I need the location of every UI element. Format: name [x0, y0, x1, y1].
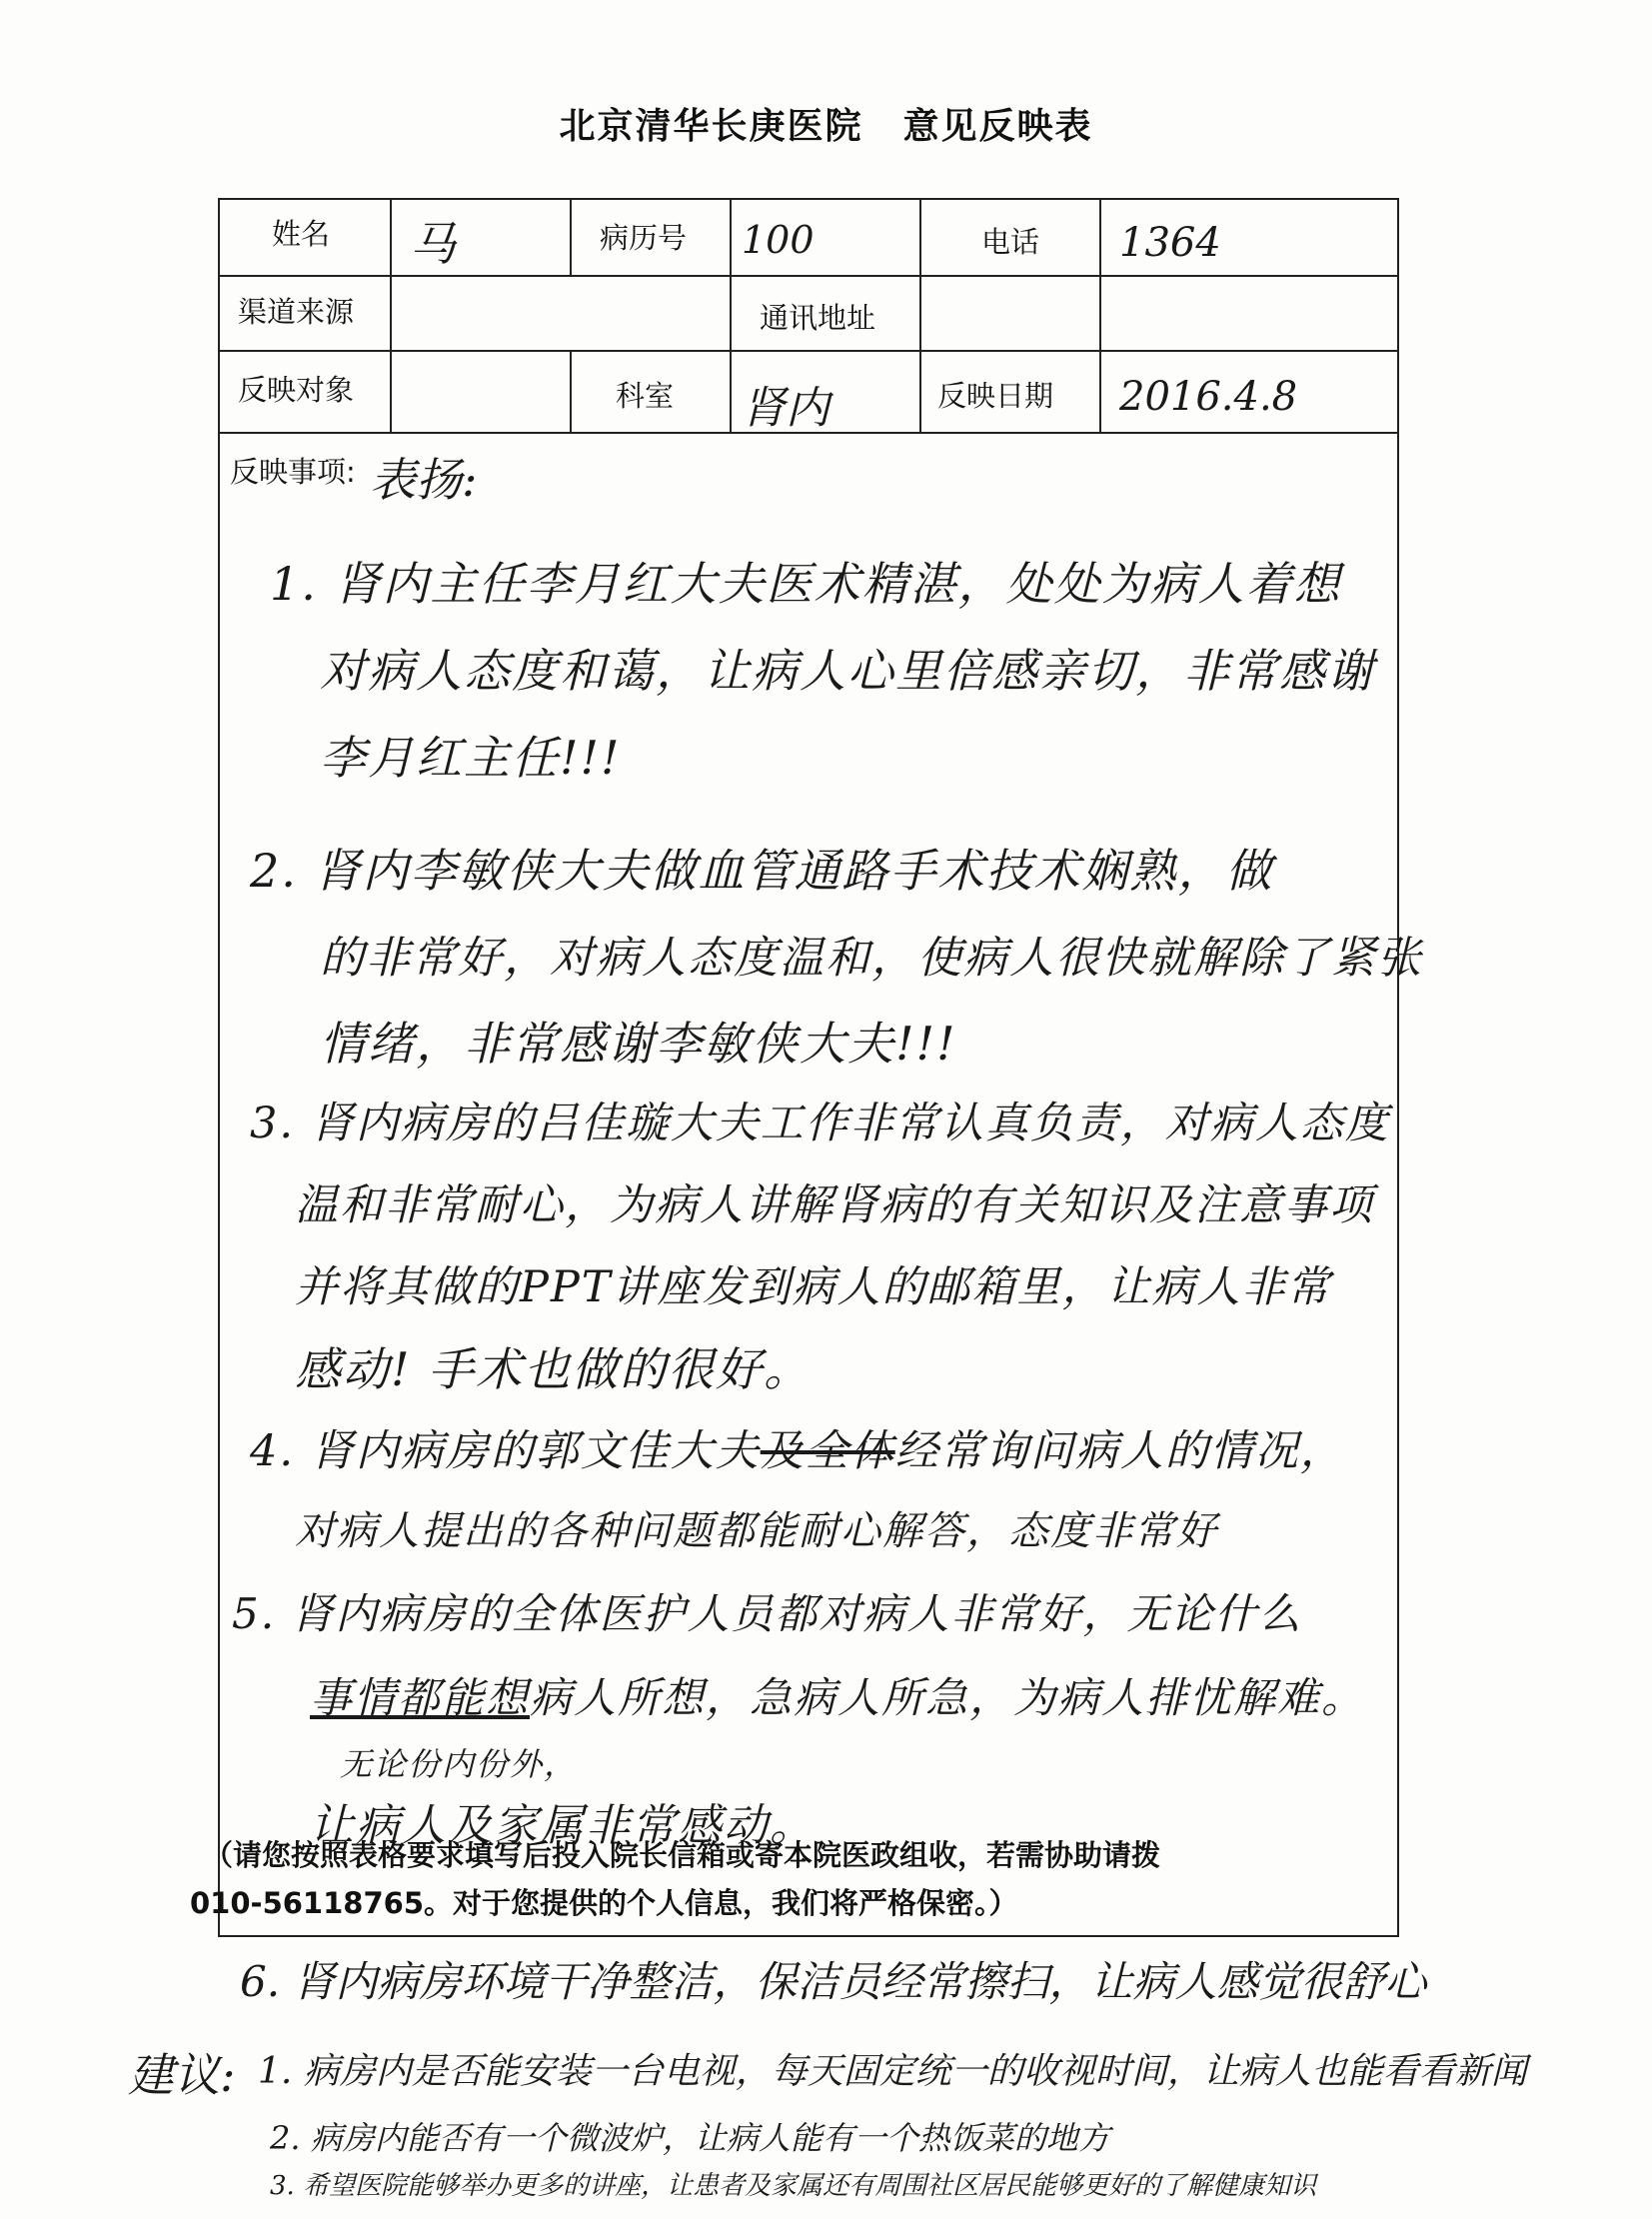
suggestion-3: 3. 希望医院能够举办更多的讲座，让患者及家属还有周围社区居民能够更好的了解健康知识	[270, 2171, 1317, 2201]
content-line: 并将其做的PPT讲座发到病人的邮箱里，让病人非常	[295, 1262, 1332, 1312]
content-line: 1. 肾内主任李月红大夫医术精湛，处处为病人着想	[270, 557, 1342, 611]
matter-label: 反映事项:	[230, 455, 356, 489]
form-title	[0, 98, 1652, 149]
suggestion-1: 1. 病房内是否能安装一台电视，每天固定统一的收视时间，让病人也能看看新闻	[258, 2051, 1527, 2092]
content-line: 对病人态度和蔼，让病人心里倍感亲切，非常感谢	[320, 644, 1375, 698]
content-line: 5. 肾内病房的全体医护人员都对病人非常好，无论什么	[232, 1589, 1303, 1638]
address-label: 通讯地址	[760, 301, 876, 335]
suggest-label: 建议:	[128, 2048, 236, 2102]
phone-value: 1364	[1119, 220, 1221, 266]
content-line: 的非常好，对病人态度温和，使病人很快就解除了紧张	[320, 933, 1423, 984]
content-line: 3. 肾内病房的吕佳璇大夫工作非常认真负责，对病人态度	[250, 1099, 1390, 1148]
notice-text	[190, 1831, 1369, 1927]
name-value: 马	[410, 217, 456, 271]
channel-label: 渠道来源	[238, 295, 355, 329]
form-name: 意见反映表	[902, 106, 1093, 147]
content-line: 无论份内份外，	[340, 1745, 579, 1783]
item-6: 6. 肾内病房环境干净整洁，保洁员经常擦扫，让病人感觉很舒心	[240, 1957, 1427, 2006]
content-line: 李月红主任!!!	[320, 731, 622, 785]
notice-line-1: （请您按照表格要求填写后投入院长信箱或寄本院医政组收，若需协助请拨	[204, 1838, 1161, 1872]
target-label: 反映对象	[238, 373, 355, 407]
content-line: 温和非常耐心，为病人讲解肾病的有关知识及注意事项	[295, 1180, 1374, 1230]
content-line: 感动! 手术也做的很好。	[295, 1342, 813, 1396]
dept-label: 科室	[616, 379, 675, 413]
phone-label: 电话	[981, 225, 1040, 259]
line4-before: 4. 肾内病房的郭文佳大夫	[250, 1426, 761, 1476]
col-divider	[919, 200, 921, 432]
record-label: 病历号	[600, 221, 688, 255]
matter-heading: 表扬:	[370, 453, 478, 507]
date-label: 反映日期	[937, 379, 1054, 413]
content-line: 情绪，非常感谢李敏侠大夫!!!	[320, 1017, 957, 1071]
content-line-5b	[310, 1665, 1365, 1725]
line5b-rest: 病人所想，急病人所急，为病人排忧解难。	[530, 1673, 1366, 1722]
suggestion-2: 2. 病房内能否有一个微波炉，让病人能有一个热饭菜的地方	[270, 2119, 1110, 2157]
dept-value: 肾内	[742, 383, 829, 434]
line4-struck: 及全体	[760, 1426, 895, 1476]
content-line: 让病人及家属非常感动。	[310, 1800, 816, 1851]
name-label: 姓名	[272, 217, 331, 251]
col-divider	[1099, 200, 1101, 432]
line4-after: 经常询问病人的情况，	[894, 1426, 1345, 1476]
col-divider	[730, 200, 732, 432]
row-divider	[220, 275, 1397, 277]
col-divider	[570, 200, 572, 275]
content-line: 2. 肾内李敏侠大夫做血管通路手术技术娴熟，做	[250, 844, 1274, 898]
col-divider	[390, 200, 392, 432]
col-divider	[570, 350, 572, 432]
hospital-name: 北京清华长庚医院	[559, 106, 863, 147]
line5b-underlined: 事情都能想	[310, 1673, 531, 1722]
date-value: 2016.4.8	[1119, 374, 1298, 420]
notice-line-2: 010-56118765。对于您提供的个人信息，我们将严格保密。）	[190, 1886, 1018, 1920]
content-line-4	[250, 1417, 1345, 1478]
record-value: 100	[742, 218, 815, 262]
row-divider	[220, 350, 1397, 352]
content-line: 对病人提出的各种问题都能耐心解答，态度非常好	[295, 1508, 1218, 1554]
